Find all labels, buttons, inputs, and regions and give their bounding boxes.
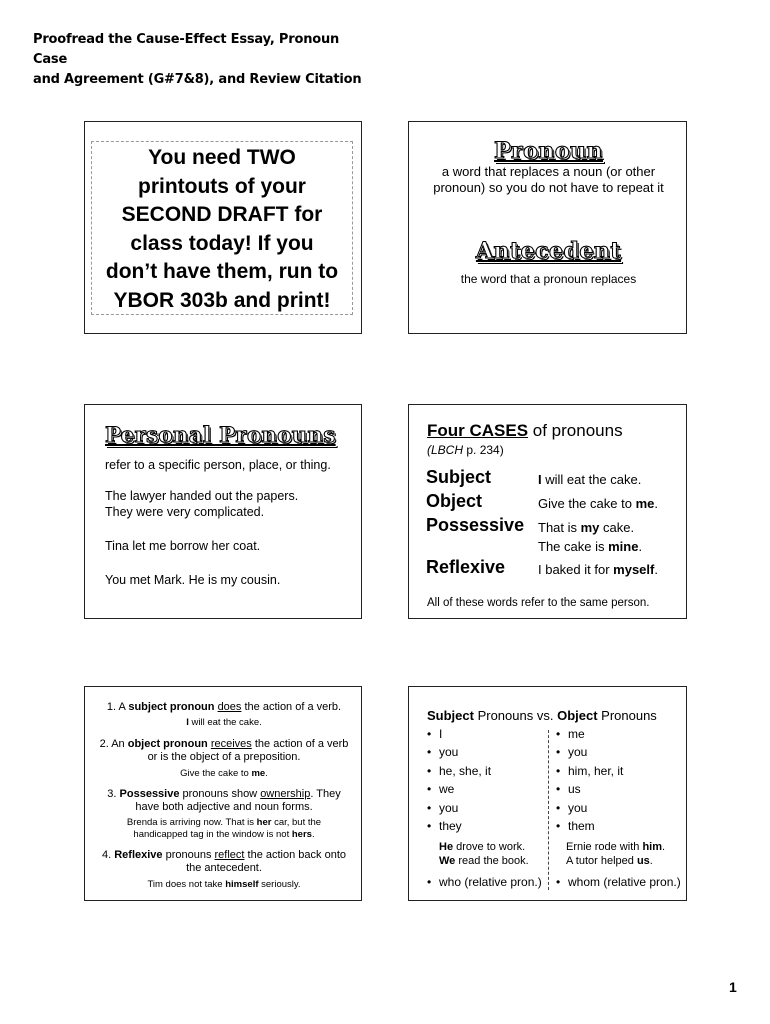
rule-text: pronouns show xyxy=(179,788,261,800)
rule-text: 2. An xyxy=(99,738,128,750)
antecedent-definition: the word that a pronoun replaces xyxy=(460,272,637,286)
slide-four-cases xyxy=(408,404,687,619)
pronoun: I xyxy=(439,727,443,741)
pronoun: you xyxy=(568,745,588,759)
rule-text: or is the object of a preposition. xyxy=(147,751,301,763)
bullet: • xyxy=(427,745,432,759)
example-line: You met Mark. He is my cousin. xyxy=(105,573,281,587)
example-text: handicapped tag in the window is not xyxy=(133,829,292,840)
case-label-possessive: Possessive xyxy=(426,515,525,535)
rule-keyword: ownership xyxy=(260,788,311,800)
rule-object xyxy=(85,738,363,764)
object-examples xyxy=(566,840,665,868)
bullet: • xyxy=(427,727,432,741)
bullet: • xyxy=(427,819,432,833)
example-pronoun: We xyxy=(439,855,456,867)
list-item xyxy=(427,745,458,759)
pronoun-title: Pronoun xyxy=(494,138,603,164)
title-text: Pronouns xyxy=(597,708,657,723)
example-pronoun: me xyxy=(251,768,266,779)
example-text: seriously. xyxy=(258,879,301,890)
pronoun: you xyxy=(439,745,459,759)
example-text: Give the cake to xyxy=(180,768,252,779)
list-item xyxy=(556,727,585,741)
pronoun: you xyxy=(439,801,459,815)
book-reference-italic: (LBCH xyxy=(427,443,464,457)
rule-text: the action of a verb. xyxy=(241,701,342,713)
case-example-pronoun: myself xyxy=(613,562,655,577)
rule-possessive xyxy=(85,788,363,814)
example-text: Brenda is arriving now. That is xyxy=(126,817,257,828)
rule-text: 1. A xyxy=(106,701,129,713)
pronoun: they xyxy=(439,819,462,833)
reminder-line: SECOND DRAFT for xyxy=(121,203,323,226)
personal-pronouns-title: Personal Pronouns xyxy=(105,422,336,447)
list-item xyxy=(556,875,681,889)
personal-pronouns-intro: refer to a specific person, place, or thing. xyxy=(105,458,331,472)
four-cases-heading xyxy=(427,421,623,441)
rule-example xyxy=(85,879,363,891)
bullet: • xyxy=(427,801,432,815)
slide-personal-pronouns xyxy=(84,404,362,619)
list-item xyxy=(556,819,595,833)
bullet: • xyxy=(556,875,561,889)
page-header xyxy=(33,30,363,90)
case-example-text: I baked it for xyxy=(538,562,614,577)
example-line: The lawyer handed out the papers. xyxy=(105,489,299,503)
page-number: 1 xyxy=(729,979,737,995)
case-example xyxy=(538,562,658,577)
book-reference-rest: p. 234) xyxy=(463,443,504,457)
example-text: . xyxy=(265,768,268,779)
title-bold: Object xyxy=(557,708,598,723)
rule-text: . They xyxy=(310,788,341,800)
slide-reminder xyxy=(84,121,362,334)
list-item xyxy=(427,727,442,741)
case-example-pronoun: my xyxy=(580,520,600,535)
list-item xyxy=(556,782,581,796)
list-item xyxy=(556,745,587,759)
case-example-pronoun: mine xyxy=(608,539,639,554)
reminder-line: You need TWO xyxy=(148,146,296,169)
bullet: • xyxy=(427,782,432,796)
example-text: car, but the xyxy=(271,817,322,828)
reminder-message xyxy=(85,144,359,315)
list-item xyxy=(427,764,491,778)
case-example-text: . xyxy=(654,562,658,577)
example-text: . xyxy=(311,829,315,840)
reminder-line: YBOR 303b and print! xyxy=(113,288,331,312)
example-text: A tutor helped xyxy=(566,855,637,867)
rule-example xyxy=(85,768,363,780)
reminder-line: don’t have them, run to xyxy=(105,260,339,283)
case-label-reflexive: Reflexive xyxy=(426,557,506,577)
case-example-text: will eat the cake. xyxy=(541,472,642,487)
comparison-title xyxy=(427,708,657,723)
case-example-text: Give the cake to xyxy=(538,496,636,511)
bullet: • xyxy=(556,819,561,833)
case-example-pronoun: I xyxy=(538,472,542,487)
pronoun: him, her, it xyxy=(568,764,624,778)
case-example-text: . xyxy=(638,539,643,554)
rule-term: Possessive xyxy=(119,788,180,800)
rule-text: have both adjective and noun forms. xyxy=(135,801,313,813)
cases-note: All of these words refer to the same person. xyxy=(427,597,650,609)
list-item xyxy=(427,782,454,796)
list-item xyxy=(427,819,462,833)
bullet: • xyxy=(556,782,561,796)
case-example-text: cake. xyxy=(599,520,635,535)
pronoun: we xyxy=(439,782,455,796)
case-example-pronoun: me xyxy=(635,496,655,511)
pronoun: you xyxy=(568,801,588,815)
rule-subject xyxy=(85,701,363,714)
title-bold: Subject xyxy=(427,708,474,723)
four-cases-heading-rest: of pronouns xyxy=(528,421,623,440)
example-pronoun: her xyxy=(256,817,272,828)
list-item xyxy=(556,801,587,815)
pronoun: them xyxy=(568,819,595,833)
pronoun: whom (relative pron.) xyxy=(568,875,681,889)
pronoun: he, she, it xyxy=(439,764,492,778)
example-text: . xyxy=(649,855,653,867)
case-label-object: Object xyxy=(426,491,483,511)
list-item xyxy=(427,875,542,889)
example-text: Tim does not take xyxy=(147,879,226,890)
column-divider xyxy=(548,730,549,890)
example-line: They were very complicated. xyxy=(105,505,265,519)
example-pronoun: I xyxy=(186,717,189,728)
antecedent-title: Antecedent xyxy=(475,238,622,264)
case-example xyxy=(538,539,642,554)
reminder-line: printouts of your xyxy=(138,174,306,198)
header-line-1: Proofread the Cause-Effect Essay, Pronoun Case xyxy=(33,32,340,67)
bullet: • xyxy=(556,801,561,815)
pronoun: me xyxy=(568,727,585,741)
case-example xyxy=(538,520,634,535)
slide-definitions xyxy=(408,121,687,334)
rule-keyword: receives xyxy=(210,738,252,750)
case-example-text: . xyxy=(654,496,658,511)
bullet: • xyxy=(427,875,432,889)
bullet: • xyxy=(427,764,432,778)
rule-example xyxy=(85,817,363,841)
bullet: • xyxy=(556,745,561,759)
case-example-text: The cake is xyxy=(538,539,609,554)
list-item xyxy=(427,801,458,815)
book-reference xyxy=(427,443,504,457)
case-example-text: That is xyxy=(538,520,581,535)
case-example xyxy=(538,496,658,511)
rule-text: the action back onto xyxy=(244,849,346,861)
example-text: . xyxy=(662,841,666,853)
case-label-subject: Subject xyxy=(426,467,492,487)
bullet: • xyxy=(556,727,561,741)
pronoun-definition: a word that replaces a noun (or other pronoun) so you do not have to repeat it xyxy=(433,164,664,195)
rule-term: subject pronoun xyxy=(128,701,215,713)
case-example xyxy=(538,472,641,487)
rule-term: Reflexive xyxy=(114,849,163,861)
example-line: Tina let me borrow her coat. xyxy=(105,539,261,553)
title-text: Pronouns vs. xyxy=(473,708,558,723)
pronoun: who (relative pron.) xyxy=(439,875,542,889)
rule-keyword: does xyxy=(217,701,242,713)
slide-subject-vs-object xyxy=(408,686,687,901)
example-pronoun: him xyxy=(642,841,662,853)
rule-text: the antecedent. xyxy=(186,862,262,874)
rule-text: the action of a verb xyxy=(251,738,349,750)
four-cases-heading-bold: Four CASES xyxy=(427,421,529,440)
example-text: will eat the cake. xyxy=(188,717,262,728)
header-line-2: and Agreement (G#7&8), and Review Citation xyxy=(33,72,362,87)
bullet: • xyxy=(556,764,561,778)
example-text: drove to work. xyxy=(453,841,526,853)
reminder-line: class today! If you xyxy=(130,231,314,255)
rule-reflexive xyxy=(85,849,363,875)
rule-term: object pronoun xyxy=(127,738,208,750)
example-pronoun: hers xyxy=(291,829,312,840)
rule-example xyxy=(85,717,363,729)
example-pronoun: us xyxy=(636,855,650,867)
rule-text: 4. xyxy=(101,849,115,861)
rule-text: pronouns xyxy=(162,849,215,861)
rule-text: 3. xyxy=(107,788,120,800)
subject-examples xyxy=(439,840,529,868)
rule-keyword: reflect xyxy=(214,849,245,861)
example-pronoun: himself xyxy=(225,879,259,890)
example-pronoun: He xyxy=(439,841,454,853)
pronoun: us xyxy=(568,782,581,796)
slide-case-rules xyxy=(84,686,362,901)
list-item xyxy=(556,764,623,778)
example-text: Ernie rode with xyxy=(566,841,643,853)
example-text: read the book. xyxy=(455,855,529,867)
